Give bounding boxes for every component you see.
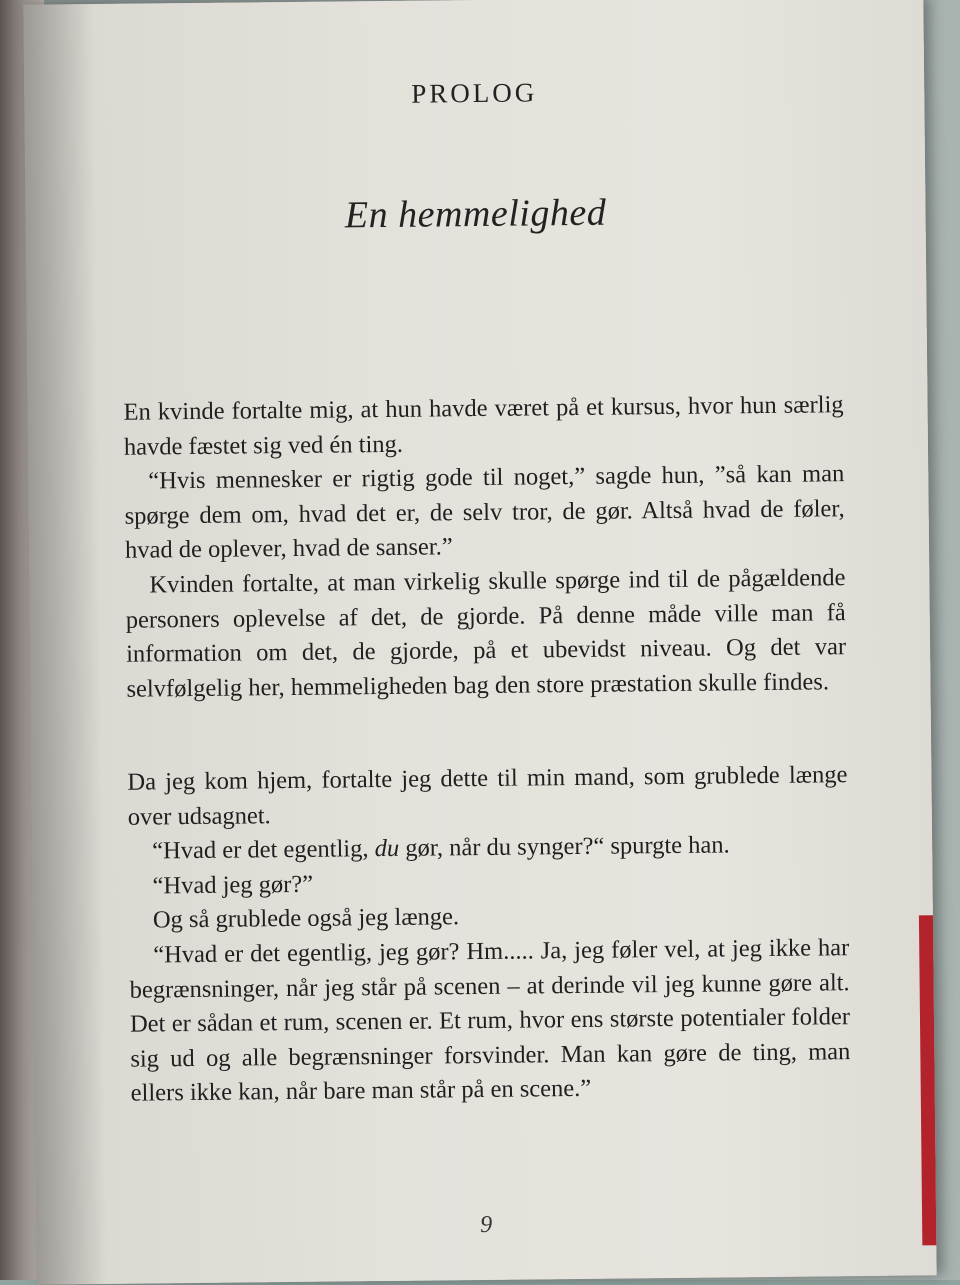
paragraph: “Hvad jeg gør?”: [152, 870, 314, 900]
book-page: [23, 0, 936, 1285]
paragraph: En kvinde fortalte mig, at hun havde været på et kursus, hvor hun særlig havde fæstet sig ved én ting.: [123, 391, 844, 461]
page-number: 9: [479, 1211, 493, 1239]
paragraph: Kvinden fortalte, at man virkelig skulle spørge ind til de pågældende personers oplevelse af det, de gjorde. På denne måde ville man få information om det, de gjorde, på et ubevidst niveau. Og det var selvfølgelig her, hemmeligheden bag den store præstation skulle findes.: [125, 564, 847, 703]
paragraph-text: “Hvad er det egentlig,: [152, 835, 375, 865]
text-block-1: [123, 388, 846, 707]
text-block-2: [127, 758, 851, 1111]
paragraph: “Hvad er det egentlig, jeg gør? Hm..... Ja, jeg føler vel, at jeg ikke har begrænsninger, når jeg står på scenen – at derinde vil jeg kunne gøre alt. Det er sådan et rum, scenen er. Et rum, hvor ens største potentialer folder sig ud og alle begrænsninger forsvinder. Man kan gøre de ting, man ellers ikke kan, når bare man står på en scene.”: [129, 934, 851, 1108]
paragraph: Da jeg kom hjem, fortalte jeg dette til min mand, som grublede længe over udsagnet.: [127, 761, 848, 831]
emphasized-word: du: [374, 835, 400, 863]
chapter-title: En hemmelighed: [344, 191, 607, 237]
paragraph-text: gør, når du synger?“ spurgte han.: [398, 831, 730, 863]
paragraph: Og så grublede også jeg længe.: [152, 903, 460, 934]
section-kicker: PROLOG: [411, 77, 538, 109]
paragraph: “Hvis mennesker er rigtig gode til noget,” sagde hun, ”så kan man spørge dem om, hvad det er, de selv tror, de gør. Altså hvad de føler, hvad de oplever, hvad de sanser.”: [124, 460, 845, 565]
